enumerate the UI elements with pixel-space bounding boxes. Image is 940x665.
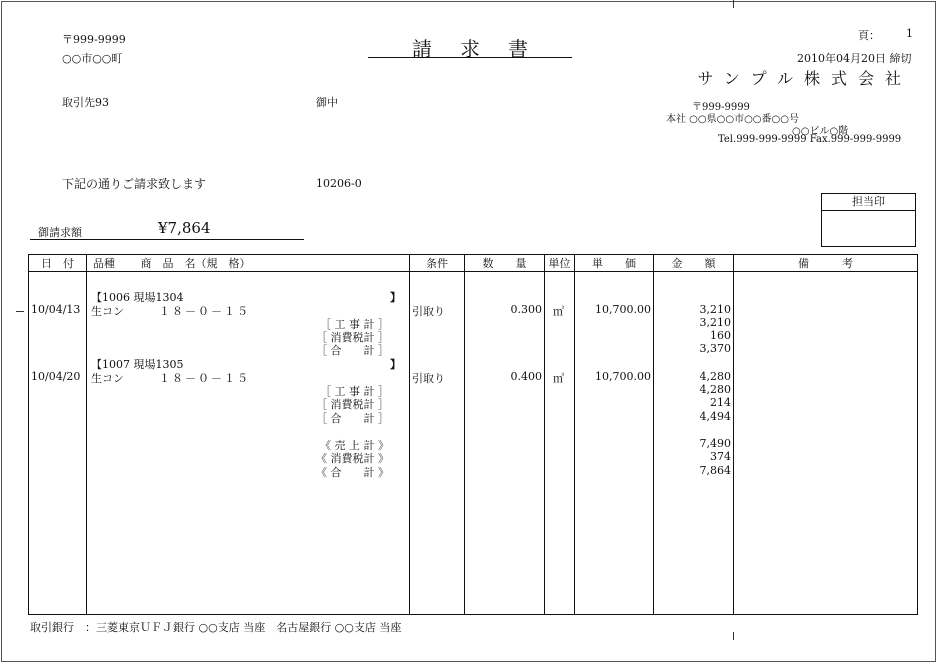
registration-mark [733,0,734,8]
note-cell [734,272,917,614]
tax-value: 214 [710,396,731,409]
col-price: 単 価 [575,255,654,272]
grand-total-label: 《 合 計 》 [316,466,389,479]
intro-text: 下記の通りご請求致します [62,177,207,191]
subtotal-label: ［ 工 事 計 ］ [320,318,389,331]
page-title: 請求書 [368,33,572,58]
registration-mark [733,632,734,640]
total-value: 4,494 [699,410,731,423]
row-unit-price: 10,700.00 [595,303,651,316]
sales-total-value: 7,490 [699,437,731,450]
total-value: 3,370 [699,342,731,355]
amount-label: 御請求額 [38,226,82,239]
col-unit: 単位 [545,255,575,272]
cutoff-date: 2010年04月20日 締切 [797,52,912,65]
doc-number: 10206-0 [316,177,362,190]
company-address: 本社 ○○県○○市○○番○○号 [666,114,799,125]
col-amount: 金 額 [654,255,734,272]
client-name: 取引先93 [62,96,109,109]
site-header-close: 】 [390,358,401,371]
col-cond: 条件 [410,255,465,272]
company-building: ○○ビル○階 [792,126,849,137]
subtotal-value: 4,280 [699,383,731,396]
item-name: １８－０－１５ [159,305,250,318]
stamp-box [821,193,916,247]
client-address: ○○市○○町 [62,52,123,65]
row-quantity: 0.300 [510,303,542,316]
row-condition: 引取り [412,372,445,385]
stamp-label: 担当印 [822,194,915,211]
col-item-name: 商 品 名（規 格） [140,257,251,270]
item-name: １８－０－１５ [159,372,250,385]
bank-info: 取引銀行 ：三菱東京ＵＦＪ銀行 ○○支店 当座 名古屋銀行 ○○支店 当座 [30,621,402,634]
col-date: 日 付 [29,255,87,272]
row-date: 10/04/13 [31,303,81,316]
company-contact: Tel.999-999-9999 Fax.999-999-9999 [718,134,902,145]
site-header: 【1007 現場1305 [91,358,184,371]
table-body [29,272,918,615]
page-number: 1 [906,27,913,40]
grand-tax-label: 《 消費税計 》 [316,452,389,465]
page-label: 頁： [858,29,880,42]
col-qty: 数 量 [465,255,545,272]
item-kind: 生コン [91,305,124,318]
row-amount: 4,280 [699,370,731,383]
row-amount: 3,210 [699,303,731,316]
invoice-amount: ¥7,864 [158,219,211,237]
row-date: 10/04/20 [31,370,81,383]
subtotal-value: 3,210 [699,316,731,329]
total-label: ［ 合 計 ］ [316,344,389,357]
col-note: 備 考 [734,255,918,272]
row-unit: ㎥ [553,372,564,385]
honorific: 御中 [316,96,338,109]
subtotal-label: ［ 工 事 計 ］ [320,385,389,398]
row-condition: 引取り [412,305,445,318]
row-unit: ㎥ [553,305,564,318]
registration-mark [16,311,24,312]
row-unit-price: 10,700.00 [595,370,651,383]
site-header: 【1006 現場1304 [91,291,184,304]
company-postal: 〒999-9999 [692,102,750,113]
col-item [87,255,410,272]
sales-total-label: 《 売 上 計 》 [320,439,389,452]
grand-total-value: 7,864 [699,464,731,477]
grand-tax-value: 374 [710,450,731,463]
tax-label: ［ 消費税計 ］ [316,398,389,411]
col-item-kind: 品種 [93,257,115,270]
tax-value: 160 [710,329,731,342]
row-quantity: 0.400 [510,370,542,383]
company-name: サンプル株式会社 [697,69,912,88]
amount-underline [30,238,304,240]
invoice-table [28,254,918,615]
site-header-close: 】 [390,291,401,304]
item-kind: 生コン [91,372,124,385]
total-label: ［ 合 計 ］ [316,412,389,425]
client-postal: 〒999-9999 [62,33,126,46]
table-header [29,255,918,272]
tax-label: ［ 消費税計 ］ [316,331,389,344]
